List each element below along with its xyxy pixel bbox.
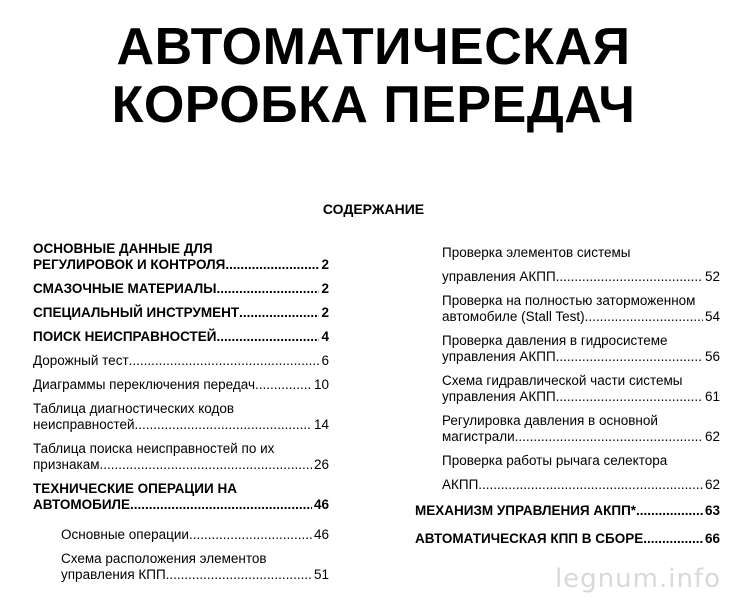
dot-leader bbox=[135, 417, 312, 433]
toc-entry-text: управления АКПП bbox=[442, 389, 556, 404]
page-title-line-2: КОРОБКА ПЕРЕДАЧ bbox=[111, 76, 636, 134]
toc-entry-stall-test[interactable] bbox=[442, 293, 720, 325]
toc-page-number: 63 bbox=[704, 503, 720, 518]
dot-leader bbox=[166, 567, 312, 583]
toc-page-number: 6 bbox=[321, 353, 329, 368]
toc-entry-basic-data[interactable] bbox=[33, 241, 329, 273]
toc-page-number: 51 bbox=[313, 567, 329, 582]
toc-entry-text: АВТОМОБИЛЕ bbox=[33, 497, 131, 512]
toc-entry-text: Регулировка давления в основной bbox=[442, 413, 658, 428]
page-title-line-1: АВТОМАТИЧЕСКАЯ bbox=[116, 18, 631, 76]
toc-entry-text: Схема гидравлической части системы bbox=[442, 373, 683, 388]
toc-entry-text: управления АКПП bbox=[442, 269, 556, 284]
dot-leader bbox=[216, 281, 319, 297]
toc-entry-diagnostic-codes[interactable] bbox=[33, 401, 329, 433]
toc-page-number: 62 bbox=[704, 477, 720, 492]
toc-page-number: 10 bbox=[313, 377, 329, 392]
toc-entry-text: АВТОМАТИЧЕСКАЯ КПП В СБОРЕ bbox=[415, 531, 644, 546]
toc-entry-text: Таблица диагностических кодов bbox=[33, 401, 235, 416]
toc-entry-symptom-table[interactable] bbox=[33, 441, 329, 473]
toc-page-number: 66 bbox=[704, 531, 720, 546]
toc-entry-line-pressure-adjustment[interactable] bbox=[442, 413, 720, 445]
contents-heading: СОДЕРЖАНИЕ bbox=[322, 201, 425, 217]
dot-leader bbox=[239, 305, 319, 321]
toc-entry-lubricants[interactable] bbox=[33, 281, 329, 297]
dot-leader bbox=[643, 531, 703, 547]
toc-entry-control-mechanism[interactable] bbox=[415, 503, 720, 519]
dot-leader bbox=[129, 353, 320, 369]
dot-leader bbox=[189, 527, 312, 543]
toc-entry-text: ПОИСК НЕИСПРАВНОСТЕЙ bbox=[33, 329, 217, 344]
toc-entry-selector-lever-check[interactable] bbox=[442, 453, 720, 493]
toc-entry-text: Проверка элементов системы bbox=[442, 245, 631, 260]
toc-entry-shift-diagrams[interactable] bbox=[33, 377, 329, 393]
page-title bbox=[0, 18, 747, 134]
toc-entry-on-vehicle-operations[interactable] bbox=[33, 481, 329, 513]
toc-page-number: 62 bbox=[704, 429, 720, 444]
toc-entry-text: РЕГУЛИРОВОК И КОНТРОЛЯ bbox=[33, 257, 226, 272]
toc-entry-text: ОСНОВНЫЕ ДАННЫЕ ДЛЯ bbox=[33, 241, 213, 256]
toc-entry-text: магистрали bbox=[442, 429, 515, 444]
toc-entry-text: МЕХАНИЗМ УПРАВЛЕНИЯ АКПП* bbox=[415, 503, 637, 518]
toc-entry-text: автомобиле (Stall Test) bbox=[442, 309, 585, 324]
toc-entry-text: СМАЗОЧНЫЕ МАТЕРИАЛЫ bbox=[33, 281, 217, 296]
dot-leader bbox=[255, 377, 312, 393]
dot-leader bbox=[217, 329, 320, 345]
dot-leader bbox=[636, 503, 703, 519]
dot-leader bbox=[225, 257, 319, 273]
toc-entry-text: ТЕХНИЧЕСКИЕ ОПЕРАЦИИ НА bbox=[33, 481, 237, 496]
dot-leader bbox=[130, 497, 312, 513]
toc-page-number: 56 bbox=[704, 349, 720, 364]
toc-entry-control-system-check[interactable] bbox=[442, 245, 720, 285]
dot-leader bbox=[100, 457, 312, 473]
toc-page-number: 4 bbox=[321, 329, 329, 344]
dot-leader bbox=[515, 429, 703, 445]
toc-page-number: 46 bbox=[313, 527, 329, 542]
toc-entry-text: Схема расположения элементов bbox=[61, 551, 267, 566]
toc-entry-hydraulic-pressure-check[interactable] bbox=[442, 333, 720, 365]
toc-page-number: 61 bbox=[704, 389, 720, 404]
toc-right-column bbox=[415, 245, 720, 555]
dot-leader bbox=[556, 349, 703, 365]
toc-entry-text: Диаграммы переключения передач bbox=[33, 377, 256, 392]
toc-page-number: 2 bbox=[321, 281, 329, 296]
dot-leader bbox=[556, 389, 703, 405]
toc-entry-text: управления КПП bbox=[61, 567, 166, 582]
toc-page-number: 14 bbox=[313, 417, 329, 432]
toc-entry-road-test[interactable] bbox=[33, 353, 329, 369]
toc-entry-special-tools[interactable] bbox=[33, 305, 329, 321]
toc-entry-text: Проверка работы рычага селектора bbox=[442, 453, 668, 468]
toc-page-number: 2 bbox=[321, 257, 329, 272]
dot-leader bbox=[585, 309, 703, 325]
dot-leader bbox=[556, 269, 703, 285]
toc-entry-text: Основные операции bbox=[61, 527, 189, 542]
toc-page-number: 2 bbox=[321, 305, 329, 320]
toc-entry-text: Таблица поиска неисправностей по их bbox=[33, 441, 275, 456]
toc-entry-transmission-assembly[interactable] bbox=[415, 531, 720, 547]
toc-entry-text: АКПП bbox=[442, 477, 479, 492]
toc-entry-text: Проверка на полностью заторможенном bbox=[442, 293, 696, 308]
watermark: legnum.info bbox=[554, 564, 721, 594]
toc-entry-text: признакам bbox=[33, 457, 100, 472]
toc-page-number: 54 bbox=[704, 309, 720, 324]
toc-page-number: 46 bbox=[313, 497, 329, 512]
toc-left-column bbox=[33, 241, 329, 591]
dot-leader bbox=[478, 477, 703, 493]
toc-page-number: 26 bbox=[313, 457, 329, 472]
toc-entry-text: СПЕЦИАЛЬНЫЙ ИНСТРУМЕНТ bbox=[33, 305, 240, 320]
toc-entry-text: неисправностей bbox=[33, 417, 135, 432]
toc-entry-text: Дорожный тест bbox=[33, 353, 129, 368]
toc-entry-hydraulic-scheme[interactable] bbox=[442, 373, 720, 405]
toc-page-number: 52 bbox=[704, 269, 720, 284]
toc-entry-basic-operations[interactable] bbox=[33, 527, 329, 543]
toc-entry-troubleshooting[interactable] bbox=[33, 329, 329, 345]
toc-entry-component-layout[interactable] bbox=[33, 551, 329, 583]
toc-entry-text: управления АКПП bbox=[442, 349, 556, 364]
toc-entry-text: Проверка давления в гидросистеме bbox=[442, 333, 668, 348]
